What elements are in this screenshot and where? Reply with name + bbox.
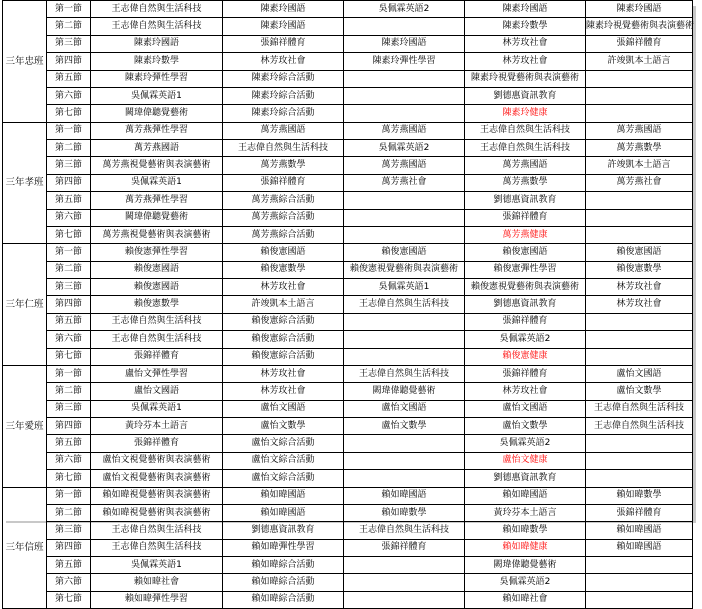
lesson-cell: 盧怡文綜合活動	[223, 435, 344, 452]
lesson-cell: 賴俊憲數學	[586, 261, 693, 278]
lesson-cell: 黃玲芬本土語言	[465, 504, 586, 521]
lesson-cell: 許竣凱本土語言	[223, 296, 344, 313]
class-name-cell: 三年愛班	[3, 365, 47, 487]
lesson-cell: 賴如暐視覺藝術與表演藝術	[91, 504, 223, 521]
lesson-cell: 張錦祥體育	[465, 365, 586, 382]
table-row	[3, 557, 693, 574]
table-row	[3, 296, 693, 313]
lesson-cell: 陳素玲彈性學習	[91, 70, 223, 87]
lesson-cell: 林芳玫社會	[586, 279, 693, 296]
lesson-cell	[586, 574, 693, 591]
lesson-cell: 賴如暐國語	[465, 487, 586, 504]
lesson-cell: 萬芳燕國語	[344, 157, 465, 174]
lesson-cell: 林芳玫社會	[223, 365, 344, 382]
lesson-cell: 盧怡文綜合活動	[223, 470, 344, 487]
period-cell: 第五節	[47, 313, 91, 330]
period-cell: 第一節	[47, 122, 91, 139]
table-row	[3, 87, 693, 104]
lesson-cell: 盧怡文數學	[465, 418, 586, 435]
lesson-cell: 賴俊憲健康	[465, 348, 586, 365]
lesson-cell: 王志偉自然與生活科技	[91, 522, 223, 539]
timetable	[2, 0, 693, 609]
lesson-cell: 吳佩霖英語2	[465, 574, 586, 591]
period-cell: 第二節	[47, 18, 91, 35]
lesson-cell: 萬芳燕健康	[465, 226, 586, 243]
table-row	[3, 105, 693, 122]
table-row	[3, 470, 693, 487]
table-row	[3, 244, 693, 261]
lesson-cell: 陳素玲數學	[91, 53, 223, 70]
lesson-cell: 王志偉自然與生活科技	[465, 122, 586, 139]
lesson-cell	[586, 591, 693, 608]
period-cell: 第二節	[47, 261, 91, 278]
lesson-cell: 萬芳燕國語	[344, 122, 465, 139]
lesson-cell: 王志偉自然與生活科技	[465, 140, 586, 157]
lesson-cell	[586, 192, 693, 209]
lesson-cell: 盧怡文數學	[344, 418, 465, 435]
period-cell: 第四節	[47, 53, 91, 70]
lesson-cell: 陳素玲綜合活動	[223, 105, 344, 122]
table-row	[3, 365, 693, 382]
period-cell: 第一節	[47, 1, 91, 18]
lesson-cell: 張錦祥體育	[344, 539, 465, 556]
table-row	[3, 226, 693, 243]
lesson-cell: 劉德惠資訊教育	[465, 296, 586, 313]
table-row	[3, 140, 693, 157]
class-name-cell: 三年忠班	[3, 1, 47, 123]
lesson-cell: 吳佩霖英語1	[91, 557, 223, 574]
period-cell: 第七節	[47, 226, 91, 243]
lesson-cell: 萬芳燕社會	[586, 174, 693, 191]
lesson-cell: 盧怡文視覺藝術與表演藝術	[91, 452, 223, 469]
lesson-cell: 萬芳燕綜合活動	[223, 192, 344, 209]
lesson-cell: 盧怡文國語	[586, 365, 693, 382]
class-name-cell: 三年信班	[3, 487, 47, 609]
table-row	[3, 192, 693, 209]
table-row	[3, 18, 693, 35]
lesson-cell: 賴如暐國語	[344, 487, 465, 504]
lesson-cell: 林芳玫社會	[223, 383, 344, 400]
lesson-cell: 賴俊憲數學	[223, 261, 344, 278]
period-cell: 第一節	[47, 244, 91, 261]
period-cell: 第三節	[47, 400, 91, 417]
lesson-cell: 盧怡文數學	[223, 418, 344, 435]
lesson-cell: 張錦祥體育	[223, 174, 344, 191]
lesson-cell: 吳佩霖英語1	[91, 87, 223, 104]
lesson-cell: 吳佩霖英語1	[91, 174, 223, 191]
table-row	[3, 1, 693, 18]
lesson-cell	[344, 331, 465, 348]
lesson-cell: 林芳玫社會	[465, 53, 586, 70]
lesson-cell: 萬芳燕彈性學習	[91, 192, 223, 209]
period-cell: 第四節	[47, 174, 91, 191]
lesson-cell: 賴如暐彈性學習	[223, 539, 344, 556]
lesson-cell	[586, 557, 693, 574]
period-cell: 第五節	[47, 435, 91, 452]
lesson-cell: 賴俊憲國語	[91, 279, 223, 296]
lesson-cell: 賴如暐國語	[223, 504, 344, 521]
lesson-cell: 賴俊憲國語	[344, 244, 465, 261]
lesson-cell: 萬芳燕國語	[223, 122, 344, 139]
table-row	[3, 261, 693, 278]
lesson-cell: 萬芳燕綜合活動	[223, 226, 344, 243]
lesson-cell: 賴俊憲數學	[91, 296, 223, 313]
lesson-cell: 盧怡文綜合活動	[223, 452, 344, 469]
lesson-cell	[344, 557, 465, 574]
lesson-cell: 賴如暐綜合活動	[223, 574, 344, 591]
period-cell: 第六節	[47, 87, 91, 104]
lesson-cell: 賴俊憲國語	[465, 244, 586, 261]
lesson-cell	[344, 591, 465, 608]
lesson-cell: 劉德惠資訊教育	[465, 192, 586, 209]
lesson-cell: 賴俊憲綜合活動	[223, 348, 344, 365]
lesson-cell	[344, 435, 465, 452]
lesson-cell: 盧怡文國語	[465, 400, 586, 417]
period-cell: 第三節	[47, 157, 91, 174]
period-cell: 第六節	[47, 574, 91, 591]
lesson-cell: 許竣凱本土語言	[586, 53, 693, 70]
lesson-cell: 賴俊憲綜合活動	[223, 313, 344, 330]
lesson-cell: 萬芳燕綜合活動	[223, 209, 344, 226]
lesson-cell	[344, 226, 465, 243]
lesson-cell: 張錦祥體育	[223, 35, 344, 52]
period-cell: 第六節	[47, 209, 91, 226]
lesson-cell: 陳素玲視覺藝術與表演藝術	[465, 70, 586, 87]
period-cell: 第五節	[47, 557, 91, 574]
lesson-cell: 賴俊憲視覺藝術與表演藝術	[344, 261, 465, 278]
lesson-cell: 王志偉自然與生活科技	[586, 418, 693, 435]
lesson-cell: 賴如暐國語	[586, 539, 693, 556]
lesson-cell: 賴俊憲綜合活動	[223, 331, 344, 348]
lesson-cell: 盧怡文數學	[586, 383, 693, 400]
lesson-cell: 賴如暐綜合活動	[223, 557, 344, 574]
lesson-cell: 林芳玫社會	[586, 296, 693, 313]
lesson-cell: 萬芳燕彈性學習	[91, 122, 223, 139]
period-cell: 第三節	[47, 279, 91, 296]
lesson-cell	[344, 105, 465, 122]
lesson-cell: 陳素玲國語	[91, 35, 223, 52]
period-cell: 第七節	[47, 470, 91, 487]
lesson-cell	[586, 470, 693, 487]
period-cell: 第三節	[47, 522, 91, 539]
lesson-cell: 賴如暐數學	[465, 522, 586, 539]
lesson-cell	[586, 313, 693, 330]
lesson-cell: 闕瑋偉聽覺藝術	[465, 557, 586, 574]
lesson-cell: 萬芳燕數學	[465, 174, 586, 191]
lesson-cell: 萬芳燕視覺藝術與表演藝術	[91, 226, 223, 243]
lesson-cell: 吳佩霖英語2	[465, 435, 586, 452]
table-row	[3, 487, 693, 504]
lesson-cell: 闕瑋偉聽覺藝術	[344, 383, 465, 400]
table-row	[3, 174, 693, 191]
period-cell: 第四節	[47, 539, 91, 556]
lesson-cell	[344, 574, 465, 591]
lesson-cell	[344, 209, 465, 226]
lesson-cell	[344, 452, 465, 469]
lesson-cell: 賴如暐數學	[586, 487, 693, 504]
lesson-cell: 盧怡文國語	[91, 383, 223, 400]
lesson-cell: 陳素玲視覺藝術與表演藝術	[586, 18, 693, 35]
lesson-cell: 賴如暐健康	[465, 539, 586, 556]
lesson-cell: 陳素玲國語	[586, 1, 693, 18]
lesson-cell: 許竣凱本土語言	[586, 157, 693, 174]
lesson-cell: 賴俊憲國語	[91, 261, 223, 278]
lesson-cell: 劉德惠資訊教育	[465, 87, 586, 104]
lesson-cell: 王志偉自然與生活科技	[91, 331, 223, 348]
lesson-cell: 賴如暐國語	[223, 487, 344, 504]
lesson-cell: 陳素玲綜合活動	[223, 70, 344, 87]
lesson-cell: 王志偉自然與生活科技	[344, 296, 465, 313]
lesson-cell	[344, 70, 465, 87]
table-row	[3, 418, 693, 435]
lesson-cell: 張錦祥體育	[91, 435, 223, 452]
lesson-cell: 王志偉自然與生活科技	[344, 522, 465, 539]
lesson-cell: 王志偉自然與生活科技	[223, 140, 344, 157]
table-row	[3, 331, 693, 348]
lesson-cell: 吳佩霖英語1	[344, 279, 465, 296]
period-cell: 第一節	[47, 487, 91, 504]
period-cell: 第五節	[47, 192, 91, 209]
period-cell: 第七節	[47, 105, 91, 122]
lesson-cell	[344, 18, 465, 35]
lesson-cell: 萬芳燕國語	[586, 122, 693, 139]
lesson-cell: 萬芳燕視覺藝術與表演藝術	[91, 157, 223, 174]
lesson-cell: 王志偉自然與生活科技	[344, 365, 465, 382]
lesson-cell: 王志偉自然與生活科技	[586, 400, 693, 417]
lesson-cell: 張錦祥體育	[465, 209, 586, 226]
lesson-cell: 林芳玫社會	[465, 383, 586, 400]
lesson-cell: 吳佩霖英語2	[344, 140, 465, 157]
lesson-cell: 王志偉自然與生活科技	[91, 1, 223, 18]
table-row	[3, 591, 693, 608]
lesson-cell: 闕瑋偉聽覺藝術	[91, 209, 223, 226]
lesson-cell	[344, 348, 465, 365]
lesson-cell	[586, 435, 693, 452]
table-row	[3, 53, 693, 70]
lesson-cell	[586, 70, 693, 87]
table-row	[3, 522, 693, 539]
lesson-cell: 萬芳燕國語	[465, 157, 586, 174]
lesson-cell	[586, 452, 693, 469]
lesson-cell: 盧怡文彈性學習	[91, 365, 223, 382]
table-row	[3, 35, 693, 52]
table-row	[3, 574, 693, 591]
lesson-cell: 賴如暐社會	[465, 591, 586, 608]
lesson-cell: 賴如暐數學	[344, 504, 465, 521]
lesson-cell: 吳佩霖英語1	[91, 400, 223, 417]
lesson-cell: 賴俊憲彈性學習	[91, 244, 223, 261]
lesson-cell	[586, 87, 693, 104]
lesson-cell	[586, 105, 693, 122]
table-row	[3, 157, 693, 174]
period-cell: 第五節	[47, 70, 91, 87]
lesson-cell: 萬芳燕數學	[586, 140, 693, 157]
lesson-cell: 闕瑋偉聽覺藝術	[91, 105, 223, 122]
lesson-cell	[344, 192, 465, 209]
table-row	[3, 313, 693, 330]
period-cell: 第六節	[47, 452, 91, 469]
table-row	[3, 209, 693, 226]
lesson-cell: 陳素玲健康	[465, 105, 586, 122]
table-row	[3, 400, 693, 417]
table-row	[3, 504, 693, 521]
lesson-cell: 陳素玲國語	[223, 1, 344, 18]
lesson-cell: 盧怡文視覺藝術與表演藝術	[91, 470, 223, 487]
lesson-cell: 張錦祥體育	[91, 348, 223, 365]
lesson-cell: 賴俊憲視覺藝術與表演藝術	[465, 279, 586, 296]
lesson-cell: 萬芳燕數學	[223, 157, 344, 174]
lesson-cell: 劉德惠資訊教育	[223, 522, 344, 539]
lesson-cell	[344, 313, 465, 330]
lesson-cell: 賴如暐彈性學習	[91, 591, 223, 608]
period-cell: 第二節	[47, 383, 91, 400]
table-row	[3, 279, 693, 296]
lesson-cell: 陳素玲數學	[465, 18, 586, 35]
lesson-cell	[586, 209, 693, 226]
period-cell: 第四節	[47, 296, 91, 313]
table-row	[3, 452, 693, 469]
lesson-cell: 吳佩霖英語2	[344, 1, 465, 18]
lesson-cell: 萬芳燕國語	[91, 140, 223, 157]
table-row	[3, 122, 693, 139]
lesson-cell: 賴如暐綜合活動	[223, 591, 344, 608]
class-name-cell: 三年仁班	[3, 244, 47, 366]
lesson-cell	[586, 331, 693, 348]
period-cell: 第六節	[47, 331, 91, 348]
lesson-cell: 賴俊憲國語	[586, 244, 693, 261]
table-row	[3, 435, 693, 452]
lesson-cell: 林芳玫社會	[223, 279, 344, 296]
lesson-cell	[586, 226, 693, 243]
lesson-cell: 王志偉自然與生活科技	[91, 539, 223, 556]
lesson-cell: 黃玲芬本土語言	[91, 418, 223, 435]
lesson-cell: 賴如暐國語	[586, 522, 693, 539]
lesson-cell: 盧怡文國語	[344, 400, 465, 417]
lesson-cell: 王志偉自然與生活科技	[91, 18, 223, 35]
period-cell: 第二節	[47, 504, 91, 521]
lesson-cell	[344, 87, 465, 104]
lesson-cell: 王志偉自然與生活科技	[91, 313, 223, 330]
table-row	[3, 383, 693, 400]
lesson-cell: 林芳玫社會	[465, 35, 586, 52]
period-cell: 第二節	[47, 140, 91, 157]
table-row	[3, 348, 693, 365]
lesson-cell: 張錦祥體育	[586, 504, 693, 521]
lesson-cell: 陳素玲國語	[465, 1, 586, 18]
lesson-cell: 張錦祥體育	[465, 313, 586, 330]
lesson-cell: 林芳玫社會	[223, 53, 344, 70]
lesson-cell: 賴俊憲彈性學習	[465, 261, 586, 278]
timetable-sheet	[2, 0, 695, 605]
class-name-cell: 三年孝班	[3, 122, 47, 244]
lesson-cell: 賴如暐視覺藝術與表演藝術	[91, 487, 223, 504]
lesson-cell: 吳佩霖英語2	[465, 331, 586, 348]
period-cell: 第七節	[47, 591, 91, 608]
lesson-cell: 陳素玲彈性學習	[344, 53, 465, 70]
period-cell: 第一節	[47, 365, 91, 382]
period-cell: 第七節	[47, 348, 91, 365]
lesson-cell: 賴俊憲國語	[223, 244, 344, 261]
lesson-cell: 張錦祥體育	[586, 35, 693, 52]
lesson-cell: 陳素玲國語	[223, 18, 344, 35]
lesson-cell: 劉德惠資訊教育	[465, 470, 586, 487]
lesson-cell	[586, 348, 693, 365]
lesson-cell: 陳素玲綜合活動	[223, 87, 344, 104]
period-cell: 第四節	[47, 418, 91, 435]
lesson-cell: 賴如暐社會	[91, 574, 223, 591]
table-row	[3, 70, 693, 87]
table-row	[3, 539, 693, 556]
lesson-cell: 萬芳燕社會	[344, 174, 465, 191]
lesson-cell: 盧怡文國語	[223, 400, 344, 417]
lesson-cell: 陳素玲國語	[344, 35, 465, 52]
lesson-cell: 盧怡文健康	[465, 452, 586, 469]
lesson-cell	[344, 470, 465, 487]
period-cell: 第三節	[47, 35, 91, 52]
